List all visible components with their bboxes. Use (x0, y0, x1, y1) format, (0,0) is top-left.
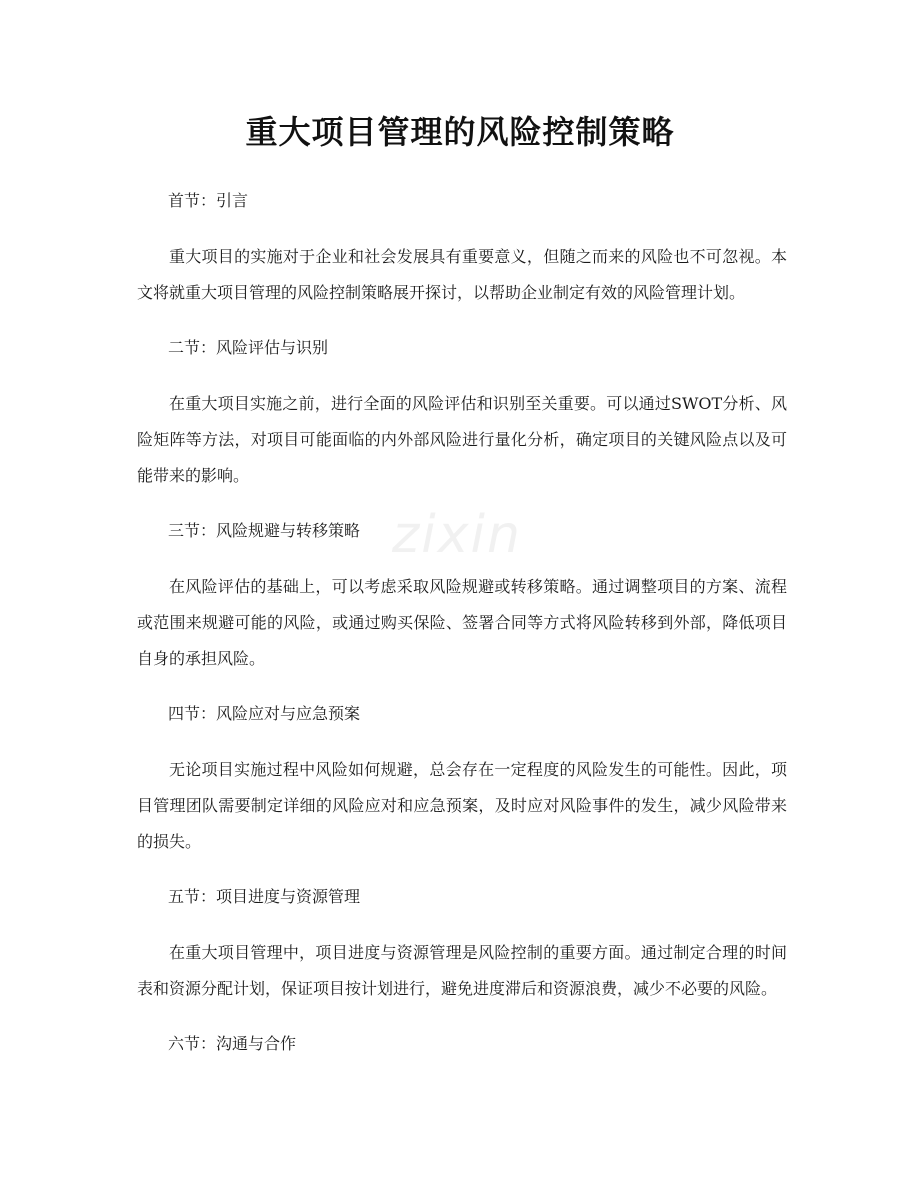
section-heading: 六节：沟通与合作 (168, 1034, 297, 1053)
section-5 (137, 879, 787, 1026)
section-paragraph: 无论项目实施过程中风险如何规避，总会存在一定程度的风险发生的可能性。因此，项目管理团队需要制定详细的风险应对和应急预案，及时应对风险事件的发生，减少风险带来的损失。 (137, 760, 787, 851)
section-heading: 首节：引言 (168, 191, 249, 210)
section-paragraph: 在重大项目实施之前，进行全面的风险评估和识别至关重要。可以通过SWOT分析、风险矩阵等方法，对项目可能面临的内外部风险进行量化分析，确定项目的关键风险点以及可能带来的影响。 (137, 394, 787, 485)
section-4 (137, 696, 787, 879)
section-paragraph: 重大项目的实施对于企业和社会发展具有重要意义，但随之而来的风险也不可忽视。本文将就重大项目管理的风险控制策略展开探讨，以帮助企业制定有效的风险管理计划。 (137, 247, 787, 302)
section-heading: 三节：风险规避与转移策略 (168, 521, 361, 540)
watermark-logo: zixin (392, 505, 522, 565)
page-title: 重大项目管理的风险控制策略 (245, 113, 675, 151)
section-6 (137, 1026, 787, 1062)
section-3 (137, 513, 787, 696)
section-1 (137, 183, 787, 330)
section-heading: 四节：风险应对与应急预案 (168, 704, 361, 723)
section-2 (137, 330, 787, 513)
section-heading: 五节：项目进度与资源管理 (168, 887, 361, 906)
document-body (137, 183, 787, 1062)
section-paragraph: 在风险评估的基础上，可以考虑采取风险规避或转移策略。通过调整项目的方案、流程或范围来规避可能的风险，或通过购买保险、签署合同等方式将风险转移到外部，降低项目自身的承担风险。 (137, 577, 787, 668)
section-heading: 二节：风险评估与识别 (168, 338, 329, 357)
section-paragraph: 在重大项目管理中，项目进度与资源管理是风险控制的重要方面。通过制定合理的时间表和资源分配计划，保证项目按计划进行，避免进度滞后和资源浪费，减少不必要的风险。 (137, 943, 787, 998)
